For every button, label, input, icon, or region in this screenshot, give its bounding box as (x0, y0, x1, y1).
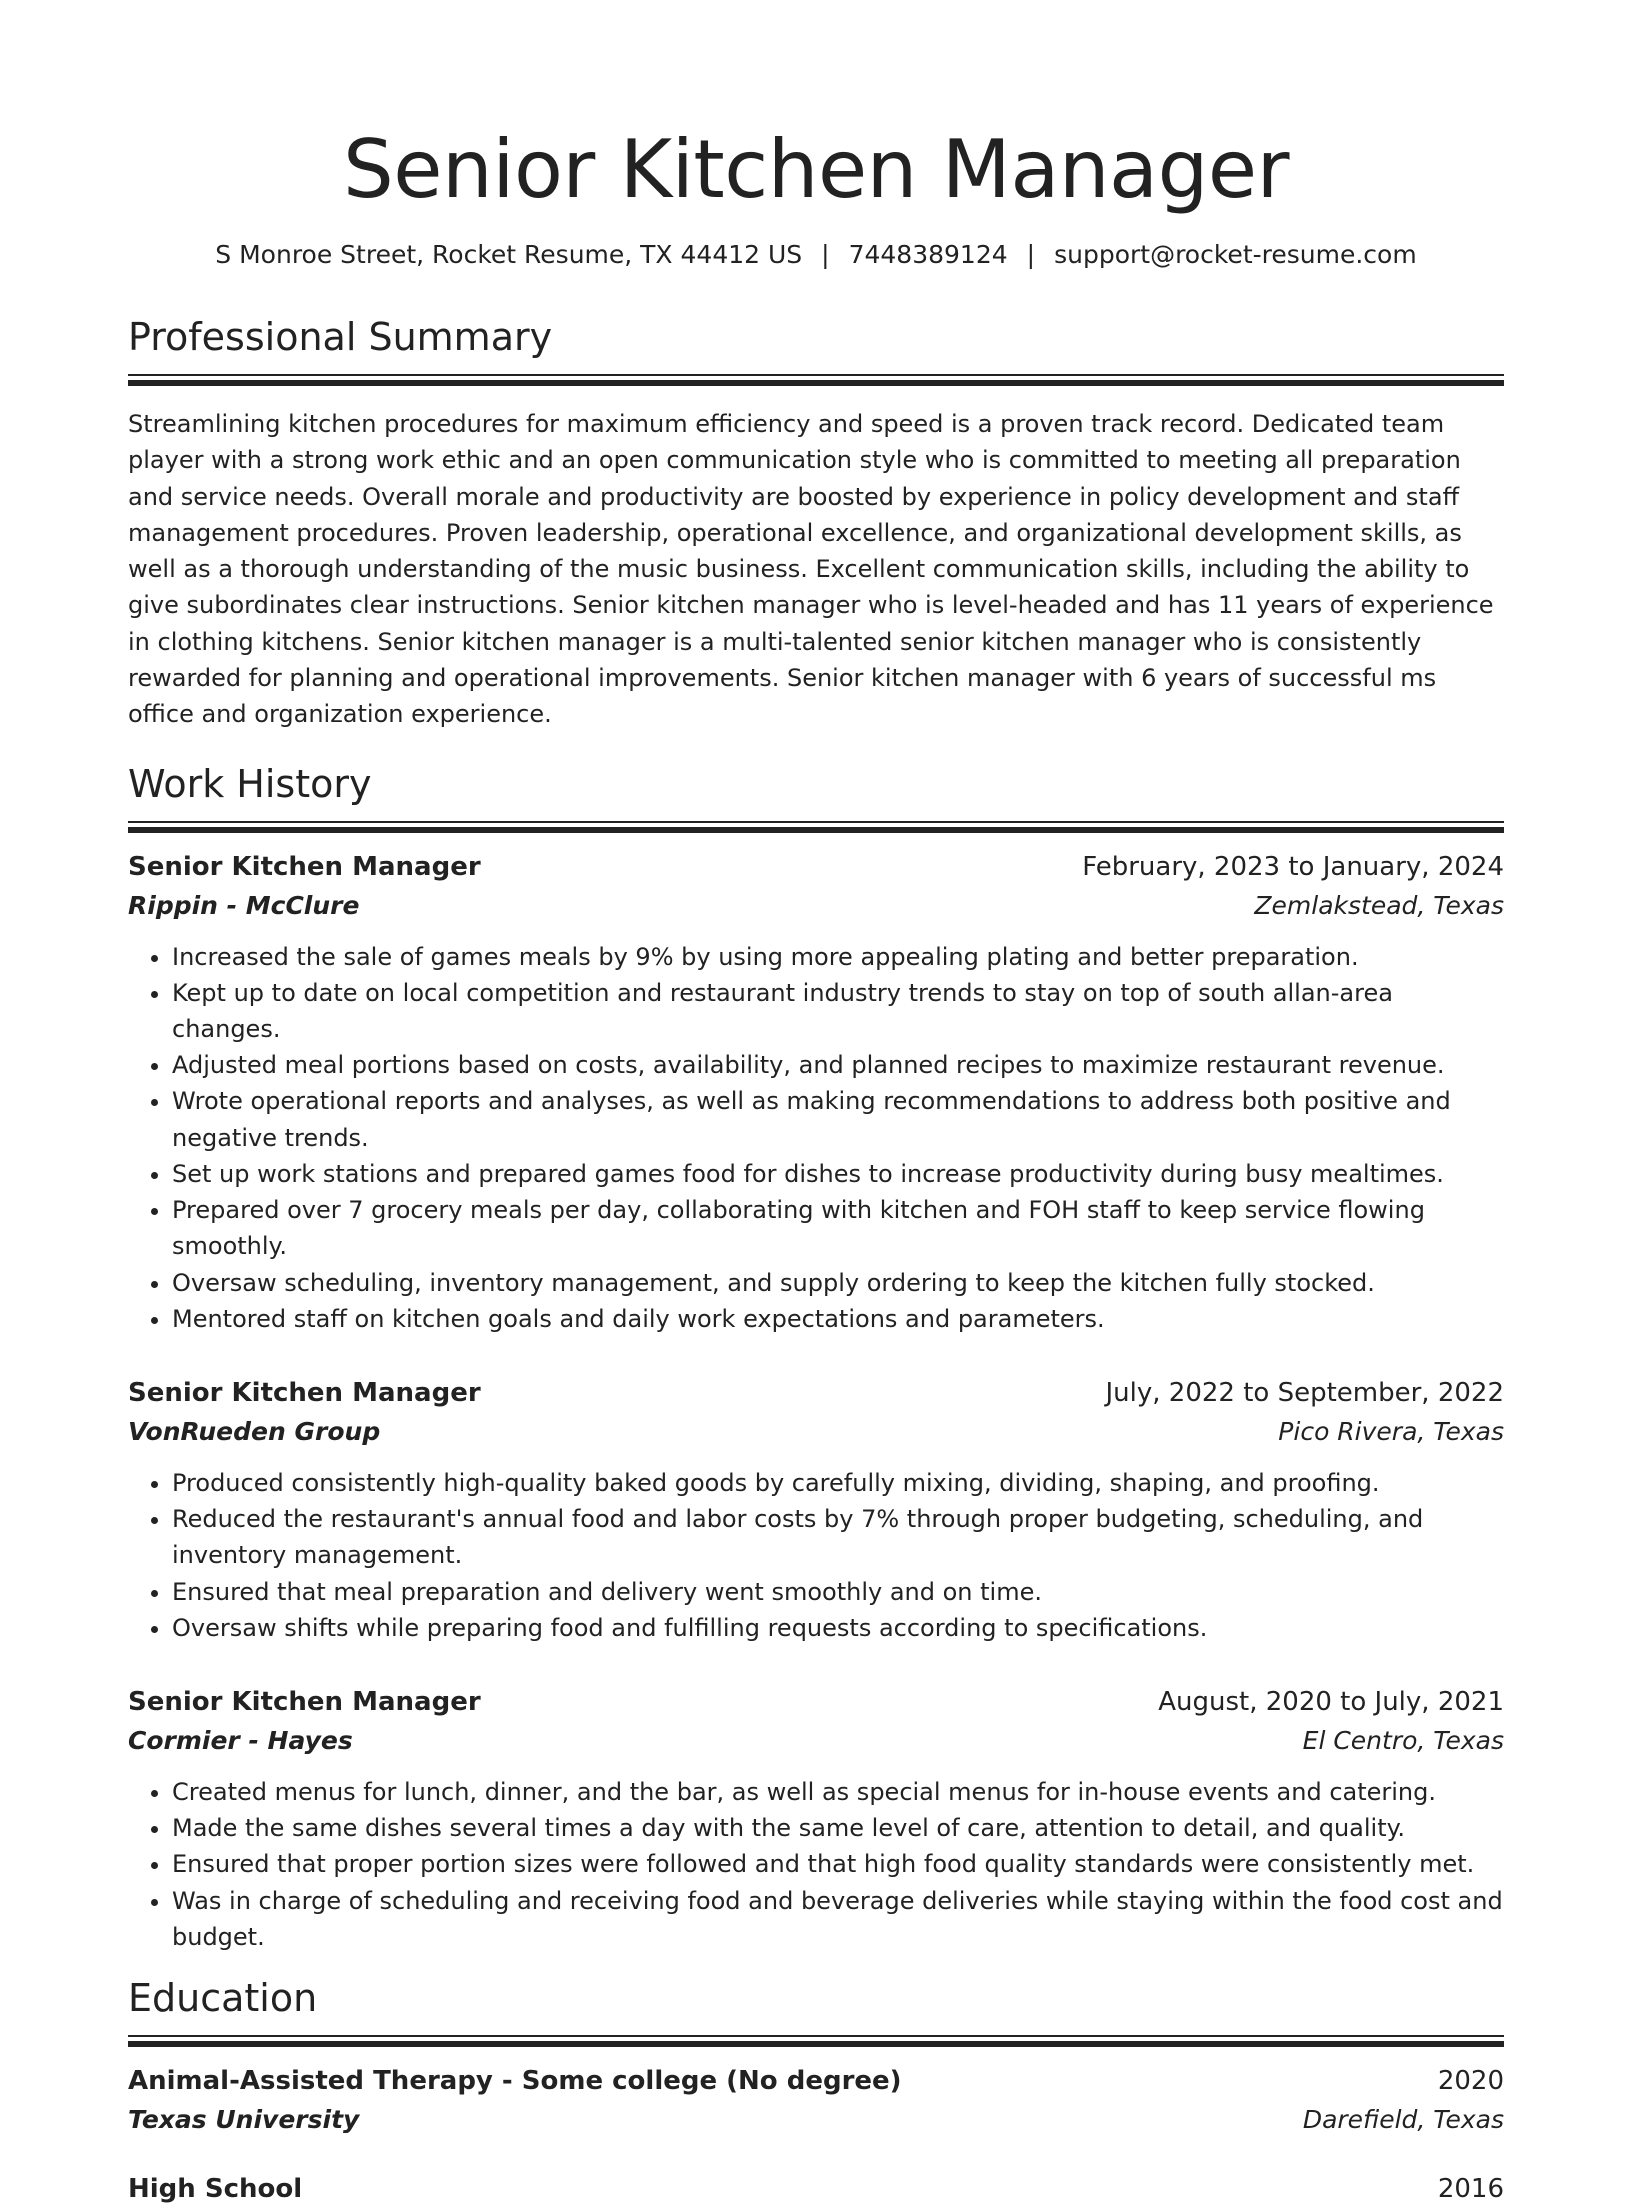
job-bullet: • Prepared over 7 grocery meals per day, collaborating with kitchen and FOH staff to keep service flowing smoothly. (172, 1192, 1504, 1264)
job-location: El Centro, Texas (1302, 1725, 1504, 1755)
section-heading-work: Work History (128, 761, 372, 806)
resume-name: Senior Kitchen Manager (343, 123, 1289, 216)
section-divider (128, 374, 1504, 384)
job-entry (128, 1682, 1504, 1955)
section-divider (128, 821, 1504, 831)
resume-page (128, 0, 1504, 2209)
job-bullets (128, 1774, 1504, 1955)
education-degree: High School (128, 2173, 303, 2204)
job-bullet: • Created menus for lunch, dinner, and the bar, as well as special menus for in-house events and catering. (172, 1774, 1504, 1810)
job-bullet: • Oversaw shifts while preparing food and fulfilling requests according to specifications. (172, 1610, 1504, 1646)
job-bullet: • Was in charge of scheduling and receiving food and beverage deliveries while staying within the food cost and budget. (172, 1883, 1504, 1955)
job-dates: July, 2022 to September, 2022 (1105, 1377, 1504, 1408)
contact-address: S Monroe Street, Rocket Resume, TX 44412 US (215, 240, 803, 269)
job-bullets (128, 939, 1504, 1337)
job-bullet: • Ensured that proper portion sizes were followed and that high food quality standards were consistently met. (172, 1846, 1504, 1882)
job-bullet: • Ensured that meal preparation and delivery went smoothly and on time. (172, 1574, 1504, 1610)
education-school: Texas University (128, 2104, 360, 2134)
contact-separator: | (821, 240, 830, 269)
education-entry (128, 2061, 1504, 2139)
summary-section (128, 314, 1504, 733)
contact-line (128, 238, 1504, 272)
education-location: Darefield, Texas (1302, 2104, 1504, 2134)
job-bullet: • Kept up to date on local competition and restaurant industry trends to stay on top of south allan-area changes. (172, 975, 1504, 1047)
job-bullet: • Adjusted meal portions based on costs, availability, and planned recipes to maximize restaurant revenue. (172, 1047, 1504, 1083)
job-bullet: • Made the same dishes several times a day with the same level of care, attention to detail, and quality. (172, 1810, 1504, 1846)
job-bullet: • Set up work stations and prepared games food for dishes to increase productivity during busy mealtimes. (172, 1156, 1504, 1192)
contact-phone[interactable]: 7448389124 (848, 240, 1008, 269)
education-year: 2020 (1437, 2065, 1504, 2096)
contact-email[interactable]: support@rocket-resume.com (1054, 240, 1417, 269)
section-heading-summary: Professional Summary (128, 315, 553, 359)
job-employer: Cormier - Hayes (128, 1725, 353, 1755)
education-entry (128, 2169, 1504, 2209)
job-location: Pico Rivera, Texas (1278, 1416, 1504, 1446)
section-divider (128, 2035, 1504, 2045)
job-employer: Rippin - McClure (128, 890, 360, 920)
contact-separator: | (1026, 240, 1036, 269)
job-bullet: • Oversaw scheduling, inventory management, and supply ordering to keep the kitchen fully stocked. (172, 1265, 1504, 1301)
job-dates: February, 2023 to January, 2024 (1082, 851, 1504, 882)
job-title: Senior Kitchen Manager (128, 851, 481, 882)
job-dates: August, 2020 to July, 2021 (1158, 1686, 1504, 1717)
section-heading-education: Education (128, 1975, 318, 2020)
job-entry (128, 1373, 1504, 1646)
job-title: Senior Kitchen Manager (128, 1686, 481, 1717)
work-history-section (128, 761, 1504, 1955)
job-bullets (128, 1465, 1504, 1646)
job-title: Senior Kitchen Manager (128, 1377, 481, 1408)
education-degree: Animal-Assisted Therapy - Some college (No degree) (128, 2065, 902, 2096)
education-section (128, 1975, 1504, 2209)
job-employer: VonRueden Group (128, 1416, 381, 1446)
job-bullet: • Wrote operational reports and analyses, as well as making recommendations to address both positive and negative trends. (172, 1083, 1504, 1155)
education-year: 2016 (1437, 2173, 1504, 2204)
job-bullet: • Reduced the restaurant's annual food and labor costs by 7% through proper budgeting, scheduling, and inventory management. (172, 1501, 1504, 1573)
job-bullet: • Increased the sale of games meals by 9% by using more appealing plating and better preparation. (172, 939, 1504, 975)
job-bullet: • Mentored staff on kitchen goals and daily work expectations and parameters. (172, 1301, 1504, 1337)
job-location: Zemlakstead, Texas (1254, 890, 1504, 920)
job-entry (128, 847, 1504, 1337)
job-bullet: • Produced consistently high-quality baked goods by carefully mixing, dividing, shaping, and proofing. (172, 1465, 1504, 1501)
summary-text: Streamlining kitchen procedures for maximum efficiency and speed is a proven track record. Dedicated team player with a strong work ethic and an open communication style who is committed to meeting all preparation and service needs. Overall morale and productivity are boosted by experience in policy development and staff management procedures. Proven leadership, operational excellence, and organizational development skills, as well as a thorough understanding of the music business. Excellent communication skills, including the ability to give subordinates clear instructions. Senior kitchen manager who is level-headed and has 11 years of experience in clothing kitchens. Senior kitchen manager is a multi-talented senior kitchen manager who is consistently rewarded for planning and operational improvements. Senior kitchen manager with 6 years of successful ms office and organization experience. (128, 410, 1494, 729)
